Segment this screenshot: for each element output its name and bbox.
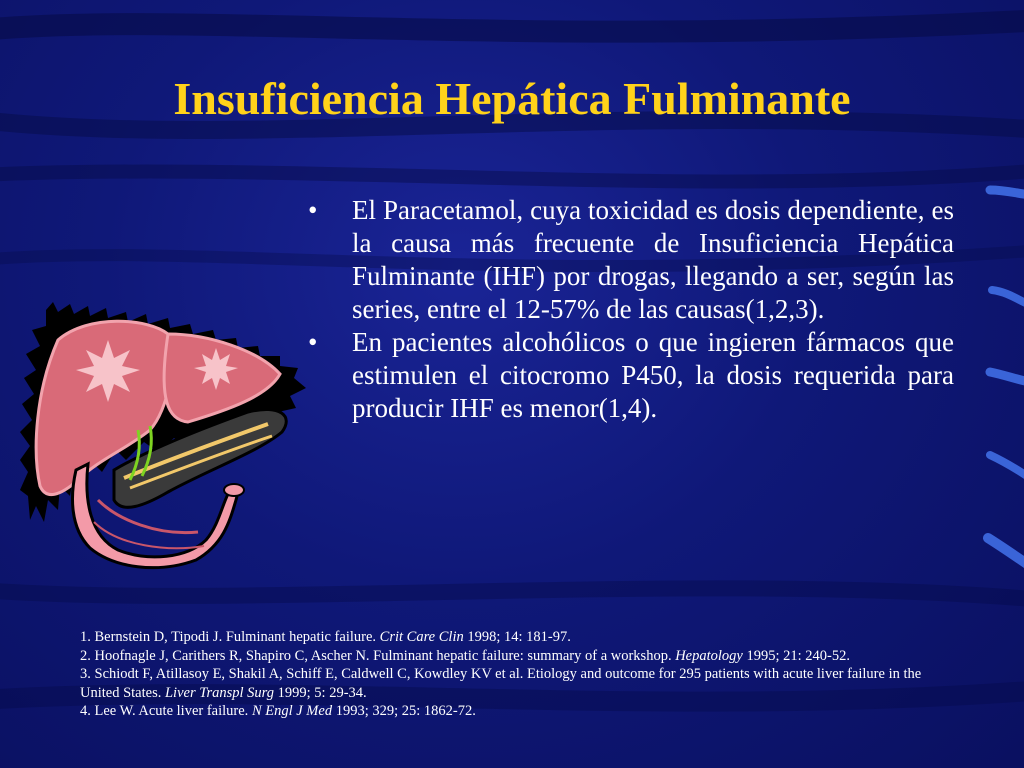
bullet-text: En pacientes alcohólicos o que ingieren fármacos que estimulen el citocromo P450, la dosis requerida para producir IHF es menor(1,4). [352, 327, 954, 423]
slide-title: Insuficiencia Hepática Fulminante [173, 73, 851, 124]
bullet-marker: • [308, 327, 318, 357]
reference-item: 2. Hoofnagle J, Carithers R, Shapiro C, Ascher N. Fulminant hepatic failure: summary of a workshop. Hepatology 1995; 21: 240-52. [80, 647, 850, 664]
bullet-text: El Paracetamol, cuya toxicidad es dosis dependiente, es la causa más frecuente de Insuficiencia Hepática Fulminante (IHF) por drogas, llegando a ser, según las series, entre el 12-57% de las causas(1,2,3). [352, 195, 954, 324]
reference-item: 4. Lee W. Acute liver failure. N Engl J Med 1993; 329; 25: 1862-72. [80, 703, 476, 719]
bullet-list [308, 194, 954, 425]
bullet-item [308, 326, 954, 425]
references [80, 628, 950, 721]
liver-pancreas-illustration [18, 300, 308, 570]
bullet-item [308, 194, 954, 326]
reference-item: 3. Schiodt F, Atillasoy E, Shakil A, Schiff E, Caldwell C, Kowdley KV et al. Etiology and outcome for 295 patients with acute liver failure in the United States. Liver Transpl Surg 1999; 5: 29-34. [80, 666, 922, 701]
reference-item: 1. Bernstein D, Tipodi J. Fulminant hepatic failure. Crit Care Clin 1998; 14: 181-97. [80, 629, 571, 645]
bullet-marker: • [308, 195, 318, 225]
